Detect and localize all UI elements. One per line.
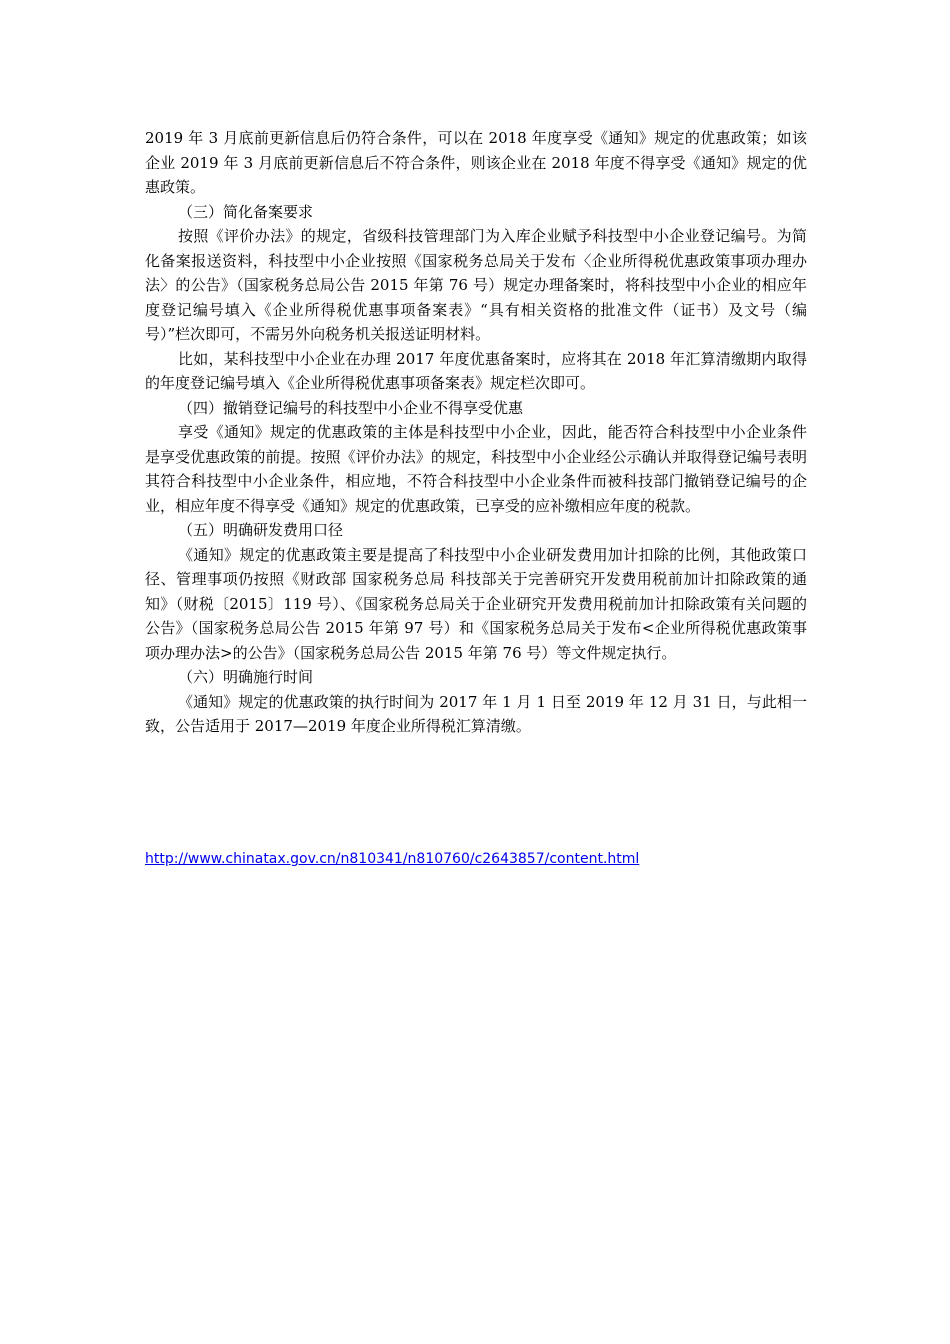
section-heading-4: （四）撤销登记编号的科技型中小企业不得享受优惠	[178, 398, 524, 417]
paragraph-filing-requirements: 按照《评价办法》的规定，省级科技管理部门为入库企业赋予科技型中小企业登记编号。为简化备案报送资料，科技型中小企业按照《国家税务总局关于发布〈企业所得税优惠政策事项办理办法〉的公告》（国家税务总局公告 2015 年第 76 号）规定办理备案时，将科技型中小企业的相应年度登记编号填入《企业所得税优惠事项备案表》“具有相关资格的批准文件（证书）及文号（编号）”栏次即可，不需另外向税务机关报送证明材料。	[145, 227, 807, 343]
paragraph-rd-expense-scope: 《通知》规定的优惠政策主要是提高了科技型中小企业研发费用加计扣除的比例，其他政策口径、管理事项仍按照《财政部 国家税务总局 科技部关于完善研究开发费用税前加计扣除政策的通知》（财税〔2015〕119 号）、《国家税务总局关于企业研究开发费用税前加计扣除政策有关问题的公告》（国家税务总局公告 2015 年第 97 号）和《国家税务总局关于发布<企业所得税优惠政策事项办理办法>的公告》（国家税务总局公告 2015 年第 76 号）等文件规定执行。	[145, 545, 807, 662]
section-heading-3: （三）简化备案要求	[178, 202, 314, 221]
document-body	[145, 126, 807, 739]
source-link-container	[145, 849, 639, 869]
source-link[interactable]: http://www.chinatax.gov.cn/n810341/n810760/c2643857/content.html	[145, 851, 640, 867]
section-heading-6: （六）明确施行时间	[178, 668, 314, 686]
section-heading-5: （五）明确研发费用口径	[178, 521, 344, 539]
paragraph-filing-example: 比如，某科技型中小企业在办理 2017 年度优惠备案时，应将其在 2018 年汇算清缴期内取得的年度登记编号填入《企业所得税优惠事项备案表》规定栏次即可。	[145, 349, 807, 392]
paragraph-continuation: 2019 年 3 月底前更新信息后仍符合条件，可以在 2018 年度享受《通知》规定的优惠政策；如该企业 2019 年 3 月底前更新信息后不符合条件，则该企业在 2018 年度不得享受《通知》规定的优惠政策。	[145, 129, 807, 196]
paragraph-effective-date: 《通知》规定的优惠政策的执行时间为 2017 年 1 月 1 日至 2019 年 12 月 31 日，与此相一致，公告适用于 2017—2019 年度企业所得税汇算清缴。	[145, 692, 807, 735]
paragraph-revoked-registration: 享受《通知》规定的优惠政策的主体是科技型中小企业，因此，能否符合科技型中小企业条件是享受优惠政策的前提。按照《评价办法》的规定，科技型中小企业经公示确认并取得登记编号表明其符合科技型中小企业条件，相应地，不符合科技型中小企业条件而被科技部门撤销登记编号的企业，相应年度不得享受《通知》规定的优惠政策，已享受的应补缴相应年度的税款。	[145, 423, 807, 515]
